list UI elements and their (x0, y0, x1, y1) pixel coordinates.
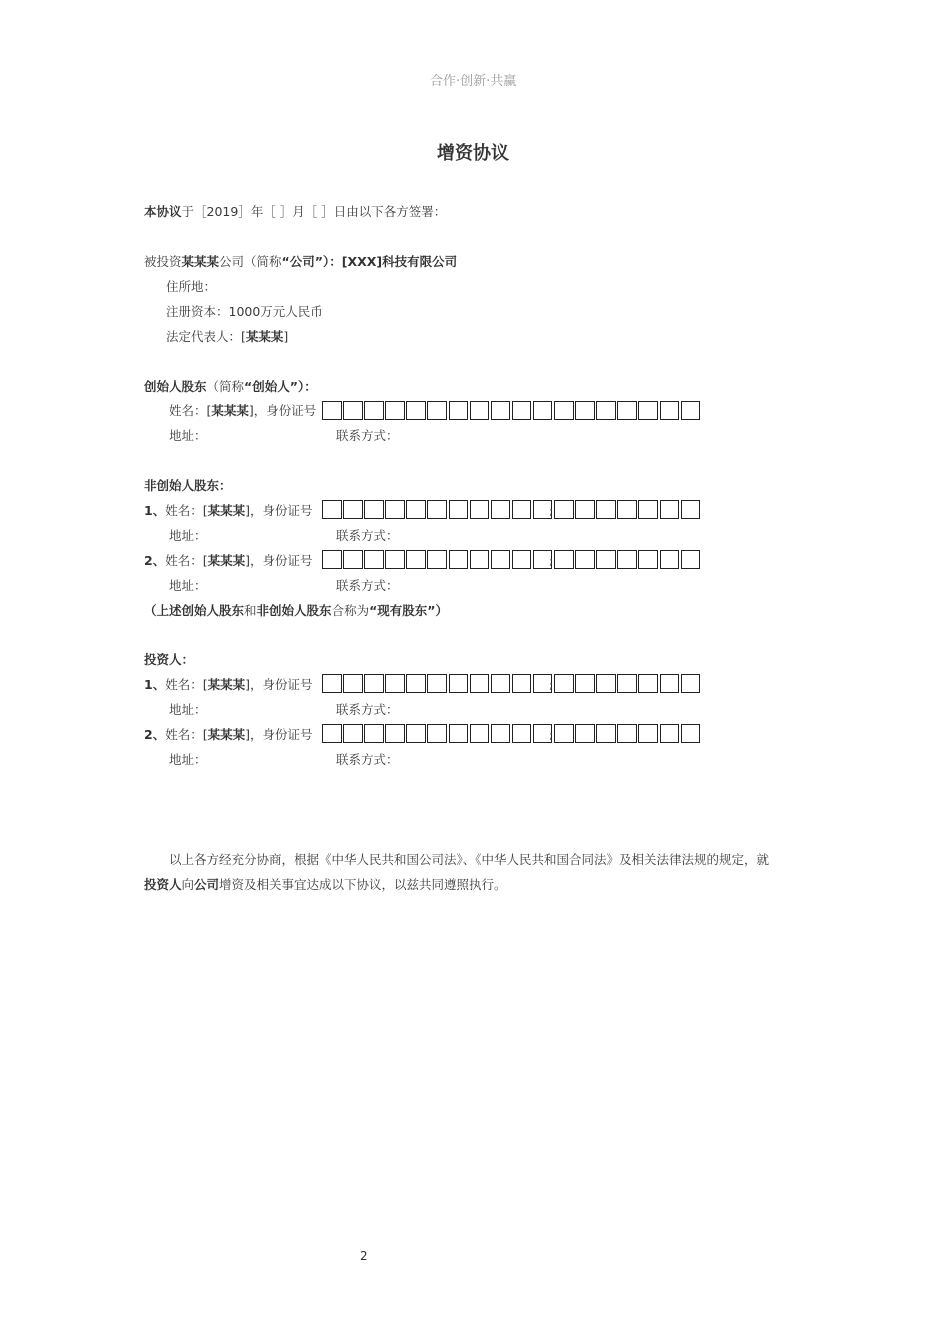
nonfounder-1-name-line (144, 502, 313, 520)
id-digit-box[interactable] (385, 674, 405, 693)
founder-id-label: ]，身份证号 (248, 403, 317, 418)
id-digit-box[interactable] (449, 500, 469, 519)
id-digit-box[interactable] (491, 674, 511, 693)
id-digit-box[interactable] (638, 401, 658, 420)
id-digit-box[interactable] (660, 674, 680, 693)
id-digit-box[interactable] (427, 724, 447, 743)
company-domicile: 住所地： (166, 279, 217, 294)
id-digit-box[interactable] (491, 724, 511, 743)
id-digit-box[interactable] (449, 674, 469, 693)
nonfounder-1-address: 地址： (169, 528, 207, 543)
founder-contact: 联系方式： (336, 428, 399, 443)
id-digit-box[interactable] (512, 500, 532, 519)
id-digit-box[interactable] (512, 401, 532, 420)
founder-name: 某某某 (211, 403, 249, 418)
id-digit-box[interactable] (364, 550, 384, 569)
id-digit-box[interactable] (681, 674, 701, 693)
id-digit-box[interactable] (554, 500, 574, 519)
id-digit-box[interactable] (638, 550, 658, 569)
closing-mid: 向 (181, 877, 195, 892)
investor-1-contact: 联系方式： (336, 702, 399, 717)
id-digit-box[interactable] (512, 724, 532, 743)
id-digit-box[interactable] (554, 674, 574, 693)
investor-2-name-label: 姓名：[ (165, 727, 208, 742)
investor-1-separator: ; (549, 679, 553, 692)
investor-2-id-boxes[interactable] (322, 724, 702, 744)
company-mid: 公司（简称 (219, 254, 282, 269)
id-digit-box[interactable] (533, 401, 553, 420)
founder-heading (144, 378, 317, 396)
company-capital: 注册资本：1000万元人民币 (166, 304, 323, 319)
nonfounder-2-contact: 联系方式： (336, 578, 399, 593)
nonfounder-1-name: 某某某 (207, 503, 246, 518)
investor-2-name: 某某某 (207, 727, 246, 742)
id-digit-box[interactable] (575, 500, 595, 519)
id-digit-box[interactable] (575, 724, 595, 743)
id-digit-box[interactable] (406, 674, 426, 693)
closing-investor: 投资人 (144, 877, 182, 892)
id-digit-box[interactable] (343, 500, 363, 519)
id-digit-box[interactable] (512, 674, 532, 693)
id-digit-box[interactable] (406, 500, 426, 519)
id-digit-box[interactable] (364, 724, 384, 743)
investor-2-num: 2、 (144, 727, 166, 742)
id-digit-box[interactable] (617, 500, 637, 519)
investor-1-name-label: 姓名：[ (165, 677, 208, 692)
intro-bold: 本协议 (144, 204, 182, 219)
nonfounders-heading-text: 非创始人股东： (144, 478, 232, 493)
investor-1-name: 某某某 (207, 677, 246, 692)
id-digit-box[interactable] (385, 500, 405, 519)
id-digit-box[interactable] (322, 401, 342, 420)
note-nonfounder: 非创始人股东 (256, 603, 332, 618)
id-digit-box[interactable] (617, 724, 637, 743)
id-digit-box[interactable] (596, 674, 616, 693)
investor-1-id-label: ]，身份证号 (245, 677, 313, 692)
id-digit-box[interactable] (660, 500, 680, 519)
id-digit-box[interactable] (343, 550, 363, 569)
investor-2-contact: 联系方式： (336, 752, 399, 767)
nonfounder-1-contact: 联系方式： (336, 528, 399, 543)
id-digit-box[interactable] (322, 550, 342, 569)
nonfounder-1-id-label: ]，身份证号 (245, 503, 313, 518)
nonfounder-2-name-label: 姓名：[ (165, 553, 208, 568)
investor-1-address: 地址： (169, 702, 207, 717)
page-number: 2 (360, 1249, 368, 1263)
id-digit-box[interactable] (470, 674, 490, 693)
investors-heading (144, 651, 194, 669)
investor-1-num: 1、 (144, 677, 166, 692)
id-digit-box[interactable] (554, 724, 574, 743)
id-digit-box[interactable] (638, 500, 658, 519)
note-rest: 合称为 (331, 603, 370, 618)
founder-heading-mid: （简称 (206, 379, 245, 394)
company-name-bold: 某某某 (181, 254, 220, 269)
note-open: （上述 (144, 603, 182, 618)
id-digit-box[interactable] (617, 674, 637, 693)
id-digit-box[interactable] (406, 724, 426, 743)
investor-2-address: 地址： (169, 752, 207, 767)
founder-heading-bold: 创始人股东 (144, 379, 207, 394)
id-digit-box[interactable] (322, 724, 342, 743)
id-digit-box[interactable] (554, 401, 574, 420)
founder-name-label: 姓名：[ (169, 403, 212, 418)
id-digit-box[interactable] (554, 550, 574, 569)
id-digit-box[interactable] (449, 550, 469, 569)
closing-rest: 增资及相关事宜达成以下协议，以兹共同遵照执行。 (219, 877, 507, 892)
investors-heading-text: 投资人： (144, 652, 195, 667)
id-digit-box[interactable] (681, 550, 701, 569)
closing-line-1: 以上各方经充分协商，根据《中华人民共和国公司法》、《中华人民共和国合同法》及相关法律法规的规定，就 (169, 852, 770, 867)
id-digit-box[interactable] (470, 550, 490, 569)
id-digit-box[interactable] (491, 550, 511, 569)
id-digit-box[interactable] (575, 401, 595, 420)
id-digit-box[interactable] (660, 550, 680, 569)
id-digit-box[interactable] (617, 550, 637, 569)
investor-1-id-boxes[interactable] (322, 674, 702, 694)
company-representative (166, 328, 288, 346)
id-digit-box[interactable] (681, 724, 701, 743)
document-title: 增资协议 (437, 143, 509, 164)
id-digit-box[interactable] (427, 500, 447, 519)
id-digit-box[interactable] (491, 401, 511, 420)
rep-label: 法定代表人：[ (166, 329, 246, 344)
id-digit-box[interactable] (681, 500, 701, 519)
id-digit-box[interactable] (681, 401, 701, 420)
id-digit-box[interactable] (596, 550, 616, 569)
id-digit-box[interactable] (322, 500, 342, 519)
id-digit-box[interactable] (470, 401, 490, 420)
nonfounders-heading (144, 477, 232, 495)
company-pre: 被投资 (144, 254, 182, 269)
nonfounder-2-id-boxes[interactable] (322, 550, 702, 570)
id-digit-box[interactable] (427, 550, 447, 569)
id-digit-box[interactable] (596, 724, 616, 743)
id-digit-box[interactable] (343, 401, 363, 420)
header-motto: 合作·创新·共赢 (430, 74, 517, 89)
company-abbr: “公司”）： (281, 254, 342, 269)
nonfounder-1-num: 1、 (144, 503, 166, 518)
id-digit-box[interactable] (322, 674, 342, 693)
company-line (144, 253, 457, 271)
nonfounder-2-name: 某某某 (207, 553, 246, 568)
nonfounder-1-separator: ; (549, 505, 553, 518)
intro-text: 于［2019］年［ ］月［ ］日由以下各方签署： (181, 204, 447, 219)
founder-heading-abbr: “创始人”）： (244, 379, 317, 394)
existing-shareholders-note (144, 602, 448, 620)
id-digit-box[interactable] (596, 401, 616, 420)
nonfounder-2-id-label: ]，身份证号 (245, 553, 313, 568)
id-digit-box[interactable] (638, 724, 658, 743)
nonfounder-2-num: 2、 (144, 553, 166, 568)
id-digit-box[interactable] (449, 401, 469, 420)
closing-line-2 (144, 876, 507, 894)
id-digit-box[interactable] (596, 500, 616, 519)
investor-2-name-line (144, 726, 313, 744)
id-digit-box[interactable] (364, 674, 384, 693)
id-digit-box[interactable] (385, 724, 405, 743)
rep-close: ] (283, 329, 289, 344)
id-digit-box[interactable] (512, 550, 532, 569)
id-digit-box[interactable] (617, 401, 637, 420)
company-full-name: [XXX]科技有限公司 (341, 254, 458, 269)
investor-1-name-line (144, 676, 313, 694)
id-digit-box[interactable] (449, 724, 469, 743)
id-digit-box[interactable] (660, 401, 680, 420)
nonfounder-2-separator: ; (549, 555, 553, 568)
nonfounder-2-name-line (144, 552, 313, 570)
id-digit-box[interactable] (427, 674, 447, 693)
rep-name: 某某某 (245, 329, 284, 344)
id-digit-box[interactable] (406, 401, 426, 420)
founder-id-boxes[interactable] (322, 401, 702, 421)
id-digit-box[interactable] (406, 550, 426, 569)
founder-address: 地址： (169, 428, 207, 443)
investor-2-separator: ; (549, 729, 553, 742)
id-digit-box[interactable] (343, 724, 363, 743)
intro-line (144, 203, 446, 221)
nonfounder-1-id-boxes[interactable] (322, 500, 702, 520)
id-digit-box[interactable] (660, 724, 680, 743)
id-digit-box[interactable] (575, 550, 595, 569)
closing-company: 公司 (194, 877, 220, 892)
nonfounder-2-address: 地址： (169, 578, 207, 593)
id-digit-box[interactable] (575, 674, 595, 693)
id-digit-box[interactable] (491, 500, 511, 519)
founder-name-line (169, 402, 316, 420)
nonfounder-1-name-label: 姓名：[ (165, 503, 208, 518)
id-digit-box[interactable] (638, 674, 658, 693)
id-digit-box[interactable] (364, 401, 384, 420)
id-digit-box[interactable] (364, 500, 384, 519)
investor-2-id-label: ]，身份证号 (245, 727, 313, 742)
id-digit-box[interactable] (470, 724, 490, 743)
note-founder: 创始人股东 (181, 603, 245, 618)
id-digit-box[interactable] (385, 550, 405, 569)
id-digit-box[interactable] (343, 674, 363, 693)
id-digit-box[interactable] (470, 500, 490, 519)
id-digit-box[interactable] (385, 401, 405, 420)
note-existing: “现有股东”） (369, 603, 449, 618)
note-and: 和 (244, 603, 257, 618)
id-digit-box[interactable] (427, 401, 447, 420)
